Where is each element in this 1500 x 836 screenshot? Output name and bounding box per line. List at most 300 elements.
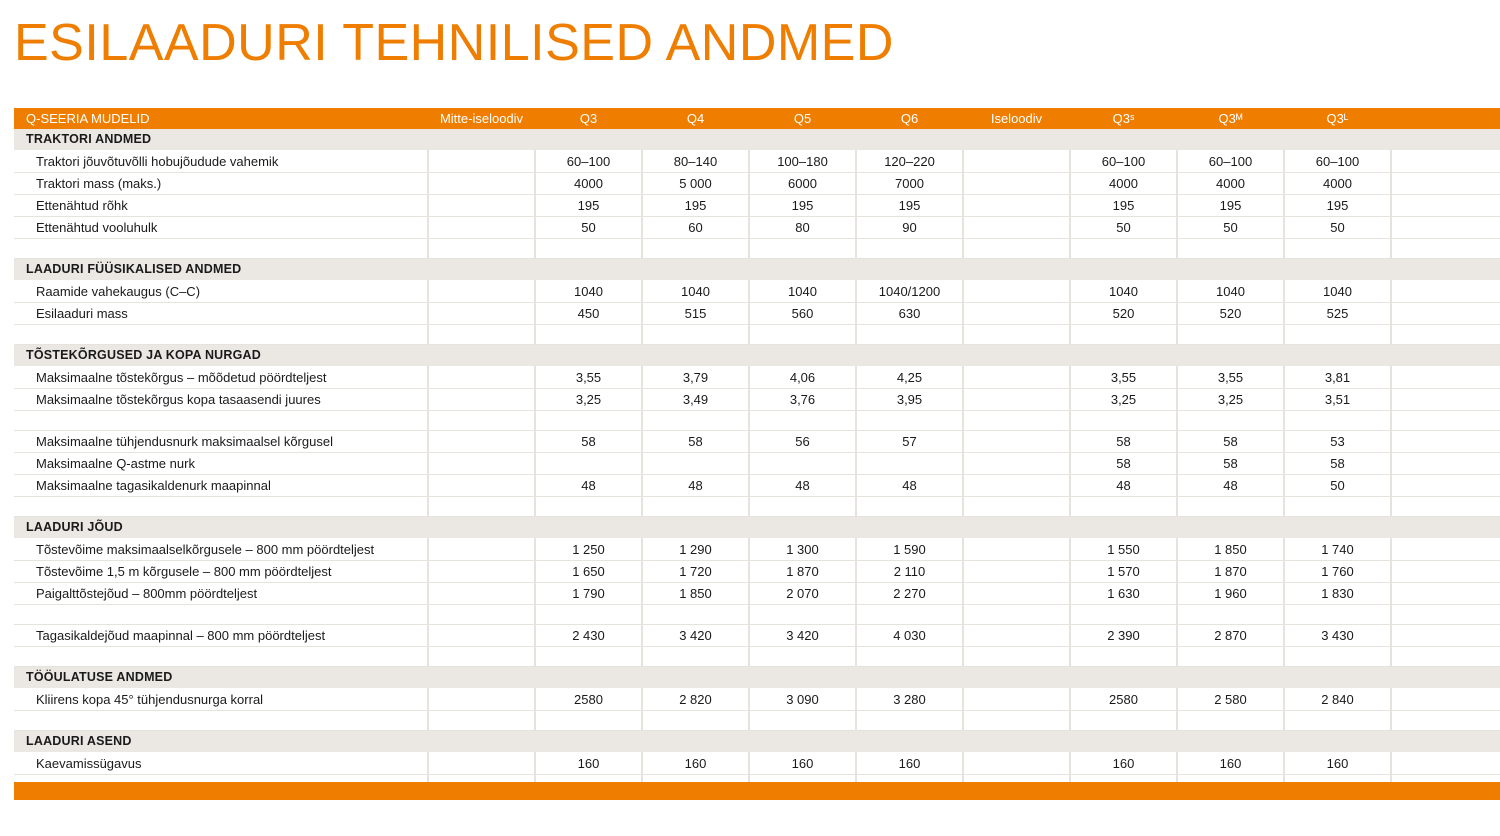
value-cell: 3 090 xyxy=(749,689,856,711)
empty-cell xyxy=(1391,475,1500,497)
empty-cell xyxy=(856,411,963,431)
value-cell: 2 840 xyxy=(1284,689,1391,711)
empty-cell xyxy=(856,497,963,517)
empty-cell xyxy=(428,689,535,711)
header-q3l: Q3ᴸ xyxy=(1284,108,1391,129)
empty-cell xyxy=(963,625,1070,647)
header-q3m: Q3ᴹ xyxy=(1177,108,1284,129)
value-cell: 50 xyxy=(1284,217,1391,239)
empty-cell xyxy=(428,411,535,431)
empty-cell xyxy=(535,497,642,517)
value-cell: 1 550 xyxy=(1070,539,1177,561)
value-cell: 195 xyxy=(1284,195,1391,217)
empty-cell xyxy=(856,239,963,259)
header-models-label: Q-SEERIA MUDELID xyxy=(14,108,428,129)
value-cell: 2 070 xyxy=(749,583,856,605)
empty-cell xyxy=(1177,497,1284,517)
empty-cell xyxy=(642,239,749,259)
value-cell xyxy=(749,453,856,475)
spacer-row xyxy=(14,497,1500,517)
value-cell: 48 xyxy=(535,475,642,497)
value-cell: 195 xyxy=(642,195,749,217)
empty-cell xyxy=(1391,431,1500,453)
value-cell: 5 000 xyxy=(642,173,749,195)
empty-cell xyxy=(963,151,1070,173)
value-cell: 1 850 xyxy=(1177,539,1284,561)
empty-cell xyxy=(1391,711,1500,731)
value-cell: 160 xyxy=(535,753,642,775)
value-cell: 3,79 xyxy=(642,367,749,389)
value-cell: 58 xyxy=(1177,453,1284,475)
value-cell: 2 430 xyxy=(535,625,642,647)
empty-cell xyxy=(963,217,1070,239)
header-empty xyxy=(1391,108,1500,129)
table-row xyxy=(14,583,1500,605)
value-cell: 80 xyxy=(749,217,856,239)
spacer-row xyxy=(14,647,1500,667)
empty-cell xyxy=(963,389,1070,411)
value-cell: 1040 xyxy=(1177,281,1284,303)
table-row xyxy=(14,389,1500,411)
section-header-physical xyxy=(14,259,1500,281)
header-non-self-leveling: Mitte-iseloodiv xyxy=(428,108,535,129)
empty-cell xyxy=(963,689,1070,711)
value-cell: 1 870 xyxy=(749,561,856,583)
row-label: Raamide vahekaugus (C–C) xyxy=(14,281,428,303)
row-label: Maksimaalne tõstekõrgus – mõõdetud pöördteljest xyxy=(14,367,428,389)
empty-cell xyxy=(642,411,749,431)
empty-cell xyxy=(14,325,428,345)
value-cell: 1040/1200 xyxy=(856,281,963,303)
empty-cell xyxy=(963,411,1070,431)
value-cell: 3,76 xyxy=(749,389,856,411)
row-label: Kaevamissügavus xyxy=(14,753,428,775)
value-cell: 48 xyxy=(749,475,856,497)
section-title: LAADURI ASEND xyxy=(14,731,1500,753)
empty-cell xyxy=(1177,711,1284,731)
value-cell: 48 xyxy=(856,475,963,497)
empty-cell xyxy=(535,647,642,667)
section-title: TÖÖULATUSE ANDMED xyxy=(14,667,1500,689)
value-cell: 50 xyxy=(535,217,642,239)
value-cell: 160 xyxy=(1284,753,1391,775)
empty-cell xyxy=(856,325,963,345)
empty-cell xyxy=(428,605,535,625)
section-header-force xyxy=(14,517,1500,539)
empty-cell xyxy=(14,497,428,517)
empty-cell xyxy=(535,325,642,345)
spacer-row xyxy=(14,239,1500,259)
row-label: Maksimaalne tagasikaldenurk maapinnal xyxy=(14,475,428,497)
empty-cell xyxy=(1284,411,1391,431)
empty-cell xyxy=(428,625,535,647)
value-cell: 120–220 xyxy=(856,151,963,173)
value-cell: 1 740 xyxy=(1284,539,1391,561)
empty-cell xyxy=(1391,151,1500,173)
empty-cell xyxy=(1391,195,1500,217)
empty-cell xyxy=(749,647,856,667)
value-cell: 1 250 xyxy=(535,539,642,561)
empty-cell xyxy=(1070,325,1177,345)
empty-cell xyxy=(428,389,535,411)
empty-cell xyxy=(856,605,963,625)
value-cell: 520 xyxy=(1070,303,1177,325)
empty-cell xyxy=(963,475,1070,497)
empty-cell xyxy=(428,497,535,517)
table-row xyxy=(14,561,1500,583)
value-cell: 58 xyxy=(1177,431,1284,453)
value-cell: 60 xyxy=(642,217,749,239)
value-cell: 160 xyxy=(1070,753,1177,775)
value-cell: 50 xyxy=(1070,217,1177,239)
section-header-lift xyxy=(14,345,1500,367)
empty-cell xyxy=(428,151,535,173)
empty-cell xyxy=(428,367,535,389)
value-cell: 50 xyxy=(1177,217,1284,239)
section-header-reach xyxy=(14,667,1500,689)
empty-cell xyxy=(428,281,535,303)
page-title: ESILAADURI TEHNILISED ANDMED xyxy=(14,14,894,72)
empty-cell xyxy=(1070,647,1177,667)
empty-cell xyxy=(428,431,535,453)
empty-cell xyxy=(642,711,749,731)
empty-cell xyxy=(535,411,642,431)
empty-cell xyxy=(1391,689,1500,711)
value-cell: 525 xyxy=(1284,303,1391,325)
empty-cell xyxy=(1391,753,1500,775)
table-row xyxy=(14,195,1500,217)
empty-cell xyxy=(1070,411,1177,431)
value-cell: 3,25 xyxy=(1177,389,1284,411)
empty-cell xyxy=(963,539,1070,561)
header-q4: Q4 xyxy=(642,108,749,129)
value-cell: 1 830 xyxy=(1284,583,1391,605)
spec-table xyxy=(14,108,1500,795)
empty-cell xyxy=(1391,367,1500,389)
value-cell: 195 xyxy=(749,195,856,217)
value-cell: 48 xyxy=(1070,475,1177,497)
empty-cell xyxy=(1391,605,1500,625)
empty-cell xyxy=(963,325,1070,345)
empty-cell xyxy=(428,539,535,561)
spacer-row xyxy=(14,605,1500,625)
empty-cell xyxy=(1284,605,1391,625)
empty-cell xyxy=(1391,453,1500,475)
value-cell: 4000 xyxy=(1177,173,1284,195)
value-cell: 4000 xyxy=(1284,173,1391,195)
value-cell: 4,06 xyxy=(749,367,856,389)
value-cell: 1 790 xyxy=(535,583,642,605)
empty-cell xyxy=(1177,605,1284,625)
empty-cell xyxy=(856,647,963,667)
empty-cell xyxy=(428,711,535,731)
empty-cell xyxy=(1070,239,1177,259)
empty-cell xyxy=(1391,539,1500,561)
table-row xyxy=(14,475,1500,497)
value-cell: 6000 xyxy=(749,173,856,195)
value-cell: 560 xyxy=(749,303,856,325)
value-cell: 58 xyxy=(1284,453,1391,475)
empty-cell xyxy=(963,303,1070,325)
value-cell: 1 850 xyxy=(642,583,749,605)
row-label: Traktori mass (maks.) xyxy=(14,173,428,195)
value-cell: 58 xyxy=(1070,431,1177,453)
value-cell: 1040 xyxy=(642,281,749,303)
empty-cell xyxy=(963,239,1070,259)
value-cell: 3,55 xyxy=(1177,367,1284,389)
empty-cell xyxy=(642,325,749,345)
header-row xyxy=(14,108,1500,129)
value-cell: 2580 xyxy=(535,689,642,711)
value-cell xyxy=(535,453,642,475)
table-row xyxy=(14,367,1500,389)
value-cell: 3,95 xyxy=(856,389,963,411)
value-cell: 4000 xyxy=(1070,173,1177,195)
empty-cell xyxy=(749,605,856,625)
empty-cell xyxy=(749,411,856,431)
table-row xyxy=(14,689,1500,711)
value-cell: 3 420 xyxy=(642,625,749,647)
table-row xyxy=(14,281,1500,303)
value-cell: 450 xyxy=(535,303,642,325)
empty-cell xyxy=(963,173,1070,195)
row-label: Maksimaalne tühjendusnurk maksimaalsel kõrgusel xyxy=(14,431,428,453)
spacer-row xyxy=(14,711,1500,731)
value-cell: 195 xyxy=(1070,195,1177,217)
empty-cell xyxy=(428,239,535,259)
empty-cell xyxy=(1284,647,1391,667)
value-cell: 60–100 xyxy=(1284,151,1391,173)
table-row xyxy=(14,453,1500,475)
value-cell: 80–140 xyxy=(642,151,749,173)
empty-cell xyxy=(963,195,1070,217)
value-cell: 1040 xyxy=(535,281,642,303)
row-label: Ettenähtud rõhk xyxy=(14,195,428,217)
value-cell: 58 xyxy=(642,431,749,453)
value-cell: 3 420 xyxy=(749,625,856,647)
empty-cell xyxy=(14,711,428,731)
empty-cell xyxy=(14,605,428,625)
section-title: LAADURI JÕUD xyxy=(14,517,1500,539)
empty-cell xyxy=(428,325,535,345)
empty-cell xyxy=(1391,303,1500,325)
value-cell: 3,25 xyxy=(535,389,642,411)
table-row xyxy=(14,151,1500,173)
value-cell: 1 590 xyxy=(856,539,963,561)
empty-cell xyxy=(642,497,749,517)
value-cell: 100–180 xyxy=(749,151,856,173)
value-cell: 48 xyxy=(1177,475,1284,497)
value-cell: 1 720 xyxy=(642,561,749,583)
empty-cell xyxy=(963,605,1070,625)
value-cell: 57 xyxy=(856,431,963,453)
section-title: LAADURI FÜÜSIKALISED ANDMED xyxy=(14,259,1500,281)
header-q3s: Q3ˢ xyxy=(1070,108,1177,129)
empty-cell xyxy=(428,647,535,667)
row-label: Paigalttõstejõud – 800mm pöördteljest xyxy=(14,583,428,605)
value-cell: 1 870 xyxy=(1177,561,1284,583)
row-label: Tõstevõime 1,5 m kõrgusele – 800 mm pöördteljest xyxy=(14,561,428,583)
value-cell: 630 xyxy=(856,303,963,325)
empty-cell xyxy=(1391,561,1500,583)
value-cell: 3 280 xyxy=(856,689,963,711)
empty-cell xyxy=(1284,325,1391,345)
empty-cell xyxy=(1391,173,1500,195)
empty-cell xyxy=(963,281,1070,303)
value-cell: 60–100 xyxy=(1070,151,1177,173)
section-title: TÕSTEKÕRGUSED JA KOPA NURGAD xyxy=(14,345,1500,367)
value-cell: 90 xyxy=(856,217,963,239)
table-row xyxy=(14,217,1500,239)
value-cell: 48 xyxy=(642,475,749,497)
value-cell: 1 630 xyxy=(1070,583,1177,605)
empty-cell xyxy=(749,239,856,259)
value-cell: 2 870 xyxy=(1177,625,1284,647)
empty-cell xyxy=(1284,239,1391,259)
value-cell: 1 570 xyxy=(1070,561,1177,583)
empty-cell xyxy=(1391,497,1500,517)
value-cell: 7000 xyxy=(856,173,963,195)
empty-cell xyxy=(1070,711,1177,731)
header-q6: Q6 xyxy=(856,108,963,129)
empty-cell xyxy=(963,561,1070,583)
footer-bar xyxy=(14,782,1500,800)
value-cell: 58 xyxy=(1070,453,1177,475)
value-cell: 520 xyxy=(1177,303,1284,325)
header-q5: Q5 xyxy=(749,108,856,129)
value-cell: 1040 xyxy=(1070,281,1177,303)
empty-cell xyxy=(428,453,535,475)
value-cell: 2580 xyxy=(1070,689,1177,711)
value-cell: 3,25 xyxy=(1070,389,1177,411)
empty-cell xyxy=(428,583,535,605)
empty-cell xyxy=(642,605,749,625)
value-cell: 1040 xyxy=(749,281,856,303)
empty-cell xyxy=(428,475,535,497)
table-row xyxy=(14,431,1500,453)
row-label: Kliirens kopa 45° tühjendusnurga korral xyxy=(14,689,428,711)
section-header-tractor xyxy=(14,129,1500,151)
value-cell: 160 xyxy=(856,753,963,775)
empty-cell xyxy=(1391,647,1500,667)
value-cell: 53 xyxy=(1284,431,1391,453)
value-cell: 1040 xyxy=(1284,281,1391,303)
value-cell: 3,81 xyxy=(1284,367,1391,389)
value-cell: 2 580 xyxy=(1177,689,1284,711)
value-cell: 160 xyxy=(642,753,749,775)
table-row xyxy=(14,753,1500,775)
value-cell: 2 820 xyxy=(642,689,749,711)
value-cell: 2 110 xyxy=(856,561,963,583)
empty-cell xyxy=(1070,497,1177,517)
row-label: Maksimaalne tõstekõrgus kopa tasaasendi juures xyxy=(14,389,428,411)
empty-cell xyxy=(1284,711,1391,731)
section-header-position xyxy=(14,731,1500,753)
empty-cell xyxy=(963,711,1070,731)
spacer-row xyxy=(14,411,1500,431)
value-cell: 60–100 xyxy=(1177,151,1284,173)
empty-cell xyxy=(1177,325,1284,345)
value-cell xyxy=(642,453,749,475)
row-label: Ettenähtud vooluhulk xyxy=(14,217,428,239)
empty-cell xyxy=(428,561,535,583)
value-cell: 3,49 xyxy=(642,389,749,411)
value-cell: 58 xyxy=(535,431,642,453)
value-cell: 1 300 xyxy=(749,539,856,561)
empty-cell xyxy=(1177,411,1284,431)
empty-cell xyxy=(1391,625,1500,647)
empty-cell xyxy=(1391,281,1500,303)
table-row xyxy=(14,539,1500,561)
empty-cell xyxy=(1391,217,1500,239)
value-cell: 515 xyxy=(642,303,749,325)
empty-cell xyxy=(642,647,749,667)
value-cell: 50 xyxy=(1284,475,1391,497)
value-cell: 2 270 xyxy=(856,583,963,605)
empty-cell xyxy=(1391,583,1500,605)
value-cell: 56 xyxy=(749,431,856,453)
value-cell xyxy=(856,453,963,475)
row-label: Tõstevõime maksimaalselkõrgusele – 800 mm pöördteljest xyxy=(14,539,428,561)
empty-cell xyxy=(1391,389,1500,411)
row-label: Esilaaduri mass xyxy=(14,303,428,325)
value-cell: 3,55 xyxy=(535,367,642,389)
section-title: TRAKTORI ANDMED xyxy=(14,129,1500,151)
empty-cell xyxy=(14,239,428,259)
table-row xyxy=(14,303,1500,325)
empty-cell xyxy=(963,431,1070,453)
empty-cell xyxy=(1284,497,1391,517)
value-cell: 1 650 xyxy=(535,561,642,583)
value-cell: 3,55 xyxy=(1070,367,1177,389)
value-cell: 4,25 xyxy=(856,367,963,389)
empty-cell xyxy=(749,497,856,517)
empty-cell xyxy=(963,583,1070,605)
empty-cell xyxy=(963,753,1070,775)
empty-cell xyxy=(749,325,856,345)
empty-cell xyxy=(749,711,856,731)
row-label: Maksimaalne Q-astme nurk xyxy=(14,453,428,475)
empty-cell xyxy=(963,497,1070,517)
empty-cell xyxy=(428,303,535,325)
empty-cell xyxy=(428,173,535,195)
value-cell: 3,51 xyxy=(1284,389,1391,411)
empty-cell xyxy=(1177,239,1284,259)
empty-cell xyxy=(535,605,642,625)
value-cell: 160 xyxy=(749,753,856,775)
empty-cell xyxy=(14,411,428,431)
value-cell: 1 960 xyxy=(1177,583,1284,605)
empty-cell xyxy=(1391,239,1500,259)
value-cell: 195 xyxy=(856,195,963,217)
value-cell: 195 xyxy=(1177,195,1284,217)
table-row xyxy=(14,173,1500,195)
empty-cell xyxy=(963,647,1070,667)
table-row xyxy=(14,625,1500,647)
spacer-row xyxy=(14,325,1500,345)
value-cell: 1 760 xyxy=(1284,561,1391,583)
empty-cell xyxy=(428,195,535,217)
empty-cell xyxy=(428,217,535,239)
value-cell: 60–100 xyxy=(535,151,642,173)
value-cell: 1 290 xyxy=(642,539,749,561)
empty-cell xyxy=(535,239,642,259)
row-label: Traktori jõuvõtuvõlli hobujõudude vahemik xyxy=(14,151,428,173)
row-label: Tagasikaldejõud maapinnal – 800 mm pöördteljest xyxy=(14,625,428,647)
empty-cell xyxy=(856,711,963,731)
value-cell: 2 390 xyxy=(1070,625,1177,647)
header-q3: Q3 xyxy=(535,108,642,129)
